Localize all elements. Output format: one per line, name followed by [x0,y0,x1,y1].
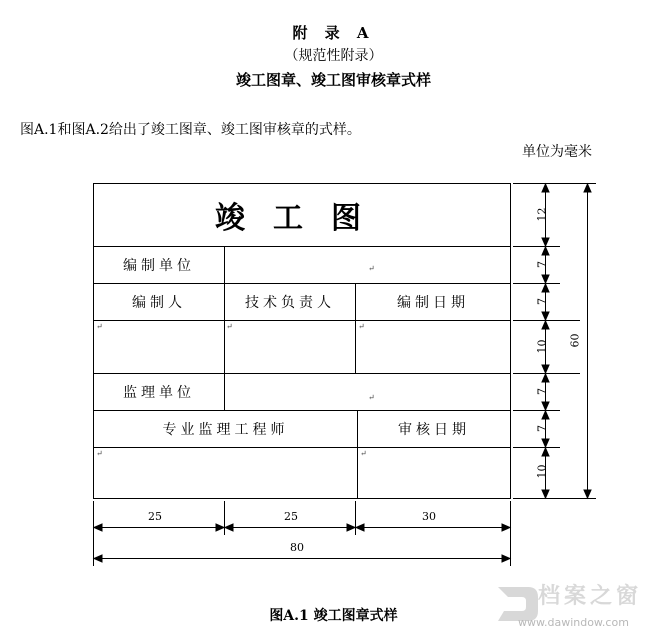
appendix-heading: 附 录 A [292,24,375,42]
supervision-unit-label: 监理单位 [123,385,195,401]
dim-col-1: 25 [148,510,162,523]
paragraph-mark: ↵ [226,322,233,331]
paragraph-mark: ↵ [360,449,367,458]
figure-caption: 图A.1 竣工图章式样 [269,608,398,624]
dim-row-7: 10 [535,464,549,479]
tech-lead-label: 技术负责人 [245,295,335,311]
intro-paragraph: 图A.1和图A.2给出了竣工图章、竣工图审核章的式样。 [20,122,361,138]
paragraph-mark: ↵ [368,264,375,273]
supervising-engineer-label: 专业监理工程师 [162,422,289,438]
dim-total-width: 80 [290,541,304,554]
review-date-label: 审核日期 [398,422,470,438]
dim-total-height: 60 [568,333,582,348]
watermark-url: www.dawindow.com [518,616,629,629]
stamp-title: 竣工图 [215,201,389,236]
watermark-brand: 档案之窗 [538,584,643,609]
paragraph-mark: ↵ [368,393,375,402]
paragraph-mark: ↵ [96,322,103,331]
paragraph-mark: ↵ [96,449,103,458]
dim-row-5: 7 [535,388,549,395]
dim-row-4: 10 [535,339,549,354]
compile-date-label: 编制日期 [397,295,469,311]
unit-note: 单位为毫米 [522,144,592,160]
dim-row-6: 7 [535,425,549,432]
dim-col-2: 25 [284,510,298,523]
dim-row-1: 12 [535,207,549,222]
paragraph-mark: ↵ [358,322,365,331]
compile-unit-label: 编制单位 [123,258,195,274]
normative-note: （规范性附录） [284,48,383,64]
dim-row-2: 7 [535,261,549,268]
dim-col-3: 30 [422,510,436,523]
appendix-subject: 竣工图章、竣工图审核章式样 [235,71,431,89]
compiler-label: 编制人 [132,295,186,311]
dim-row-3: 7 [535,298,549,305]
